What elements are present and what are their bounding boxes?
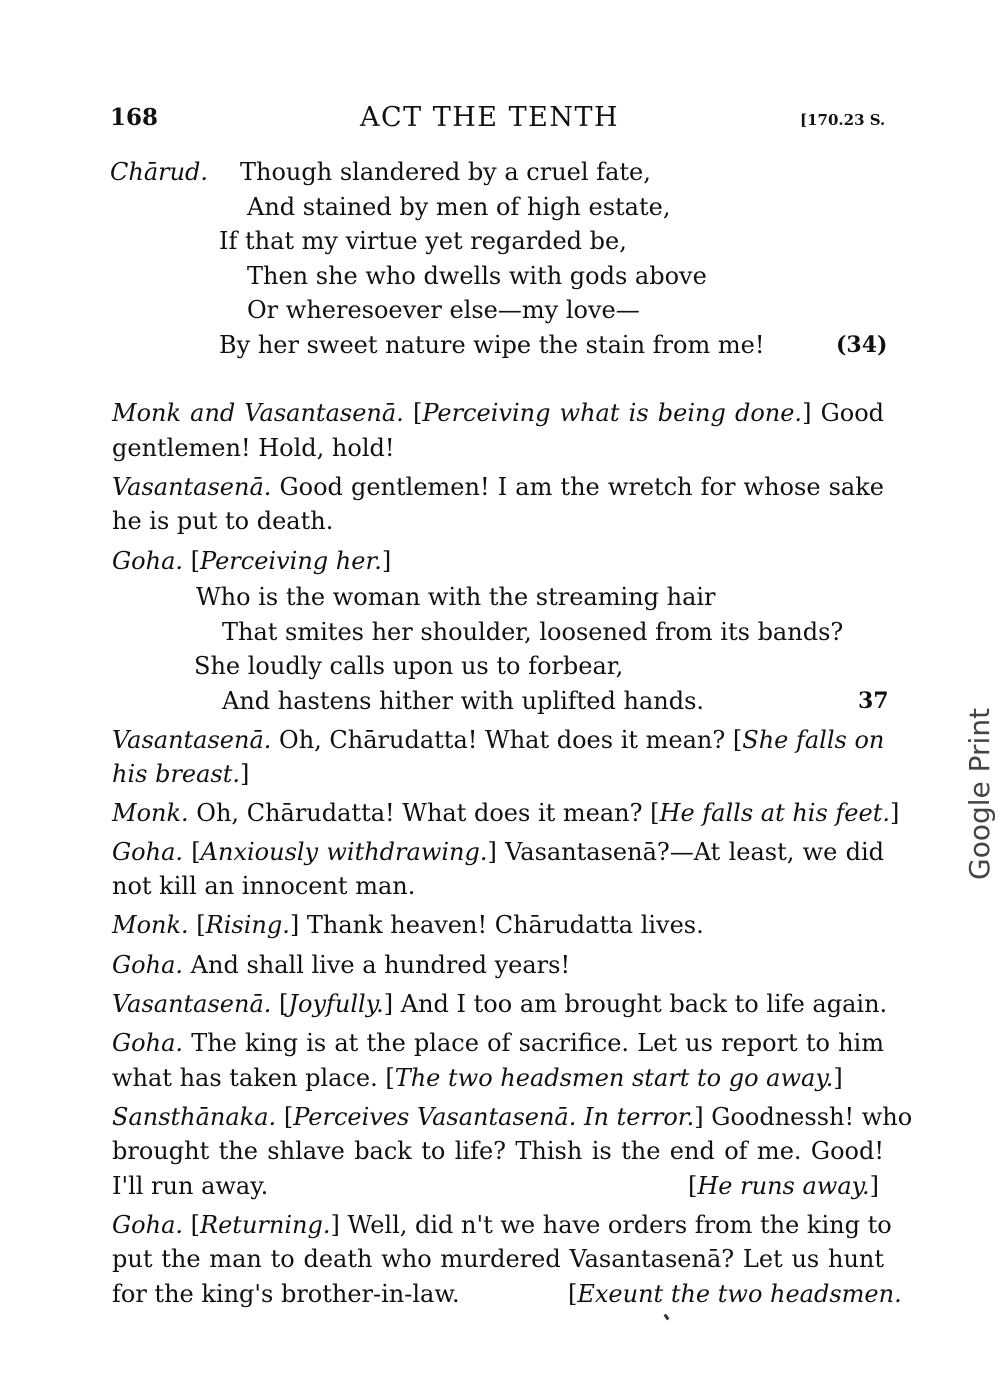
verse2-line-3: She loudly calls upon us to forbear, — [194, 652, 624, 680]
stage-direction: Perceives Vasantasenā. In terror. — [293, 1103, 695, 1131]
speaker: Vasantasenā. — [112, 990, 272, 1018]
stage-direction: He falls at his feet. — [659, 799, 890, 827]
verse2-line-1: Who is the woman with the streaming hair — [196, 583, 716, 611]
dialogue-line: what has taken place. [The two headsmen start to go away.] — [112, 1064, 843, 1092]
verse1-line-4: Then she who dwells with gods above — [247, 262, 707, 290]
page-number: 168 — [110, 104, 159, 131]
dialogue-line: Goha. [Perceiving her.] — [112, 547, 392, 575]
running-title: ACT THE TENTH — [360, 102, 619, 133]
dialogue-line: Vasantasenā. Good gentlemen! I am the wretch for whose sake — [112, 473, 884, 501]
dialogue-line: Goha. The king is at the place of sacrifice. Let us report to him — [112, 1029, 884, 1057]
google-print-watermark: Google Print — [963, 707, 996, 880]
exit-direction: [Exeunt the two headsmen. — [568, 1280, 902, 1308]
dialogue-line: he is put to death. — [112, 507, 334, 535]
verse2-line-4: And hastens hither with uplifted hands. — [222, 687, 705, 715]
dialogue-line: Goha. [Returning.] Well, did n't we have orders from the king to — [112, 1211, 892, 1239]
stage-direction: Perceiving what is being done. — [422, 399, 803, 427]
dialogue-line: Goha. [Anxiously withdrawing.] Vasantasenā?—At least, we did — [112, 838, 884, 866]
verse1-line-2: And stained by men of high estate, — [247, 193, 671, 221]
dialogue-line: for the king's brother-in-law. — [112, 1280, 460, 1308]
dialogue-line: gentlemen! Hold, hold! — [112, 434, 395, 462]
speaker: Sansthānaka. — [112, 1103, 277, 1131]
dialogue-line: I'll run away. — [112, 1172, 269, 1200]
dialogue-line: Vasantasenā. [Joyfully.] And I too am brought back to life again. — [112, 990, 888, 1018]
dialogue-line: Goha. And shall live a hundred years! — [112, 951, 571, 979]
stage-direction: Perceiving her. — [200, 547, 382, 575]
dialogue-line: Sansthānaka. [Perceives Vasantasenā. In terror.] Goodnessh! who — [112, 1103, 913, 1131]
dialogue-line: Vasantasenā. Oh, Chārudatta! What does it mean? [She falls on — [112, 726, 885, 754]
exit-direction: [He runs away.] — [688, 1172, 880, 1200]
dialogue-line: his breast.] — [112, 760, 250, 788]
stage-direction: Returning. — [200, 1211, 331, 1239]
page-reference: [170.23 S. — [800, 111, 886, 129]
stage-direction: The two headsmen start to go away. — [394, 1064, 834, 1092]
dialogue-line: brought the shlave back to life? Thish is the end of me. Good! — [112, 1137, 884, 1165]
stage-direction: He runs away. — [697, 1172, 870, 1200]
speaker: Vasantasenā. — [112, 473, 272, 501]
speaker: Goha. — [112, 951, 184, 979]
stage-direction: his breast. — [112, 760, 241, 788]
speaker: Monk. — [112, 799, 189, 827]
stage-direction: Anxiously withdrawing. — [200, 838, 488, 866]
verse1-line-3: If that my virtue yet regarded be, — [219, 227, 627, 255]
dialogue-line: not kill an innocent man. — [112, 872, 416, 900]
dialogue-line: Monk. [Rising.] Thank heaven! Chārudatta lives. — [112, 911, 704, 939]
print-speck — [664, 1314, 670, 1321]
speaker: Monk and Vasantasenā. — [112, 399, 404, 427]
speaker: Goha. — [112, 1029, 184, 1057]
speaker: Goha. — [112, 547, 184, 575]
stage-direction: She falls on — [742, 726, 885, 754]
stage-direction: Joyfully. — [288, 990, 384, 1018]
stage-direction: Exeunt the two headsmen. — [577, 1280, 902, 1308]
verse1-line-6: By her sweet nature wipe the stain from me! — [219, 331, 765, 359]
dialogue-line: Monk. Oh, Chārudatta! What does it mean? [He falls at his feet.] — [112, 799, 900, 827]
dialogue-line: Monk and Vasantasenā. [Perceiving what is being done.] Good — [112, 399, 885, 427]
speaker: Monk. — [112, 911, 189, 939]
verse1-number: (34) — [836, 332, 888, 358]
speaker: Goha. — [112, 838, 184, 866]
verse2-number: 37 — [858, 688, 889, 714]
speaker: Vasantasenā. — [112, 726, 272, 754]
speaker: Goha. — [112, 1211, 184, 1239]
stage-direction: Rising. — [205, 911, 290, 939]
verse1-line-5: Or wheresoever else—my love— — [247, 296, 640, 324]
dialogue-line: put the man to death who murdered Vasantasenā? Let us hunt — [112, 1245, 884, 1273]
verse1-line-1: Though slandered by a cruel fate, — [240, 158, 651, 186]
verse1-speaker: Chārud. — [110, 158, 209, 186]
verse2-line-2: That smites her shoulder, loosened from its bands? — [222, 618, 844, 646]
